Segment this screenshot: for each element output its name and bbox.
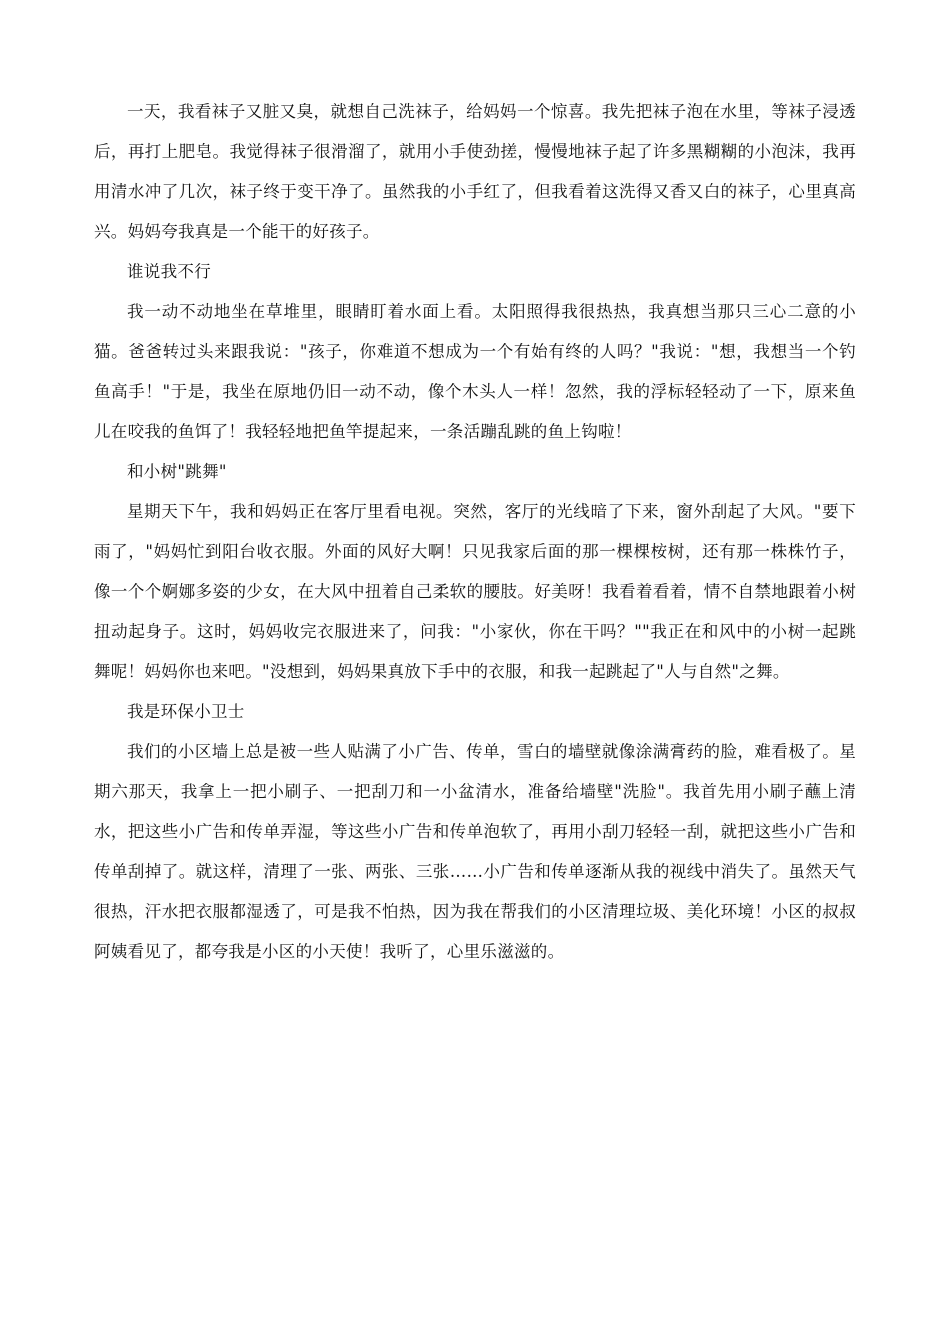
section-title-dancing-tree: 和小树"跳舞" <box>127 462 227 481</box>
paragraph-washing-socks: 一天，我看袜子又脏又臭，就想自己洗袜子，给妈妈一个惊喜。我先把袜子泡在水里，等袜子浸透后，再打上肥皂。我觉得袜子很滑溜了，就用小手使劲搓，慢慢地袜子起了许多黑糊糊的小泡沫，我再用清水冲了几次，袜子终于变干净了。虽然我的小手红了，但我看着这洗得又香又白的袜子，心里真高兴。妈妈夸我真是一个能干的好孩子。 <box>94 102 856 241</box>
section-title-fishing: 谁说我不行 <box>127 262 211 281</box>
paragraph-environment-guard: 我们的小区墙上总是被一些人贴满了小广告、传单，雪白的墙壁就像涂满膏药的脸，难看极了。星期六那天，我拿上一把小刷子、一把刮刀和一小盆清水，准备给墙壁"洗脸"。我首先用小刷子蘸上清水，把这些小广告和传单弄湿，等这些小广告和传单泡软了，再用小刮刀轻轻一刮，就把这些小广告和传单刮掉了。就这样，清理了一张、两张、三张……小广告和传单逐渐从我的视线中消失了。虽然天气很热，汗水把衣服都湿透了，可是我不怕热，因为我在帮我们的小区清理垃圾、美化环境！小区的叔叔阿姨看见了，都夸我是小区的小天使！我听了，心里乐滋滋的。 <box>94 742 856 961</box>
paragraph-dancing-tree: 星期天下午，我和妈妈正在客厅里看电视。突然，客厅的光线暗了下来，窗外刮起了大风。"要下雨了，"妈妈忙到阳台收衣服。外面的风好大啊！只见我家后面的那一棵棵桉树，还有那一株株竹子，像一个个婀娜多姿的少女，在大风中扭着自己柔软的腰肢。好美呀！我看着看着，情不自禁地跟着小树扭动起身子。这时，妈妈收完衣服进来了，问我："小家伙，你在干吗？""我正在和风中的小树一起跳舞呢！妈妈你也来吧。"没想到，妈妈果真放下手中的衣服，和我一起跳起了"人与自然"之舞。 <box>94 502 856 681</box>
section-title-environment-guard: 我是环保小卫士 <box>127 702 245 721</box>
document-body <box>94 92 856 972</box>
paragraph-fishing: 我一动不动地坐在草堆里，眼睛盯着水面上看。太阳照得我很热热，我真想当那只三心二意的小猫。爸爸转过头来跟我说："孩子，你难道不想成为一个有始有终的人吗？"我说："想，我想当一个钓鱼高手！"于是，我坐在原地仍旧一动不动，像个木头人一样！忽然，我的浮标轻轻动了一下，原来鱼儿在咬我的鱼饵了！我轻轻地把鱼竿提起来，一条活蹦乱跳的鱼上钩啦！ <box>94 302 856 441</box>
